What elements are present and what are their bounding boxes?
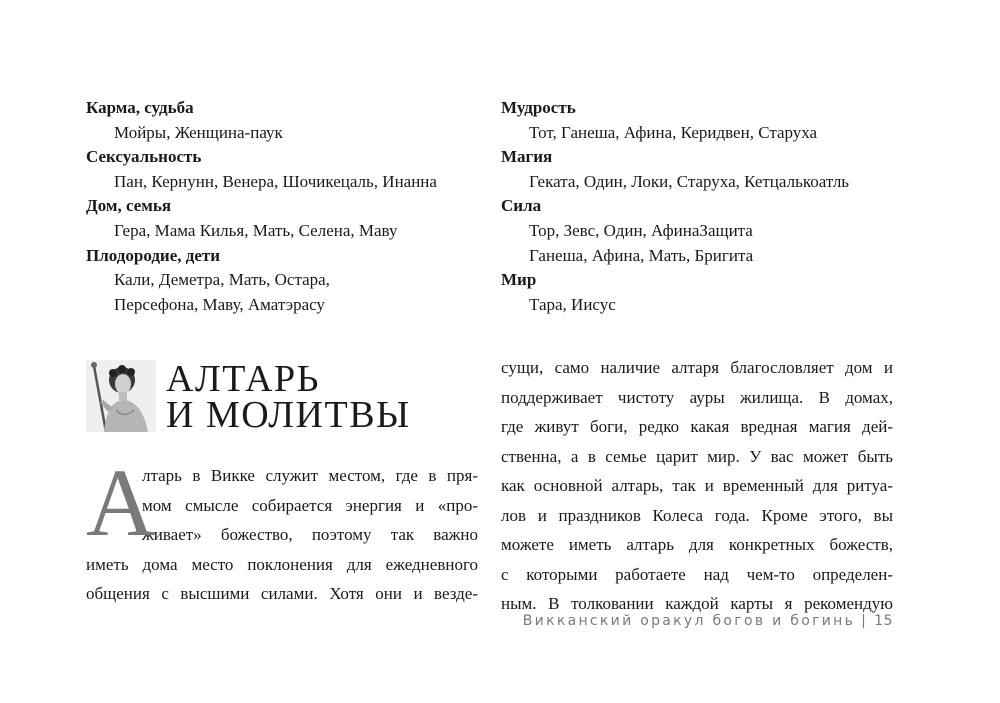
body-column-left	[86, 449, 478, 609]
deity-line: Мойры, Женщина-паук	[114, 122, 283, 142]
body-line: лтарь в Викке служит местом, где в пря-	[142, 466, 478, 485]
body-column-right	[501, 353, 893, 619]
section-title	[166, 358, 411, 436]
body-line: общения с высшими силами. Хотя они и везде-	[86, 584, 478, 603]
deity-portrait-icon	[86, 360, 156, 432]
list-group	[86, 194, 486, 243]
list-group	[501, 145, 901, 194]
deity-line: Персефона, Маву, Аматэрасу	[114, 294, 325, 314]
deity-list-left	[86, 96, 486, 317]
body-line: как основной алтарь, так и временный для ритуа-	[501, 476, 893, 495]
body-line: сущи, само наличие алтаря благословляет дом и	[501, 358, 893, 377]
section-heading	[86, 360, 411, 436]
footer-separator: |	[861, 613, 869, 629]
list-group	[86, 244, 486, 318]
deity-line: Кали, Деметра, Мать, Остара,	[114, 270, 330, 290]
category-label: Мир	[501, 270, 537, 290]
page-number: 15	[874, 613, 893, 629]
list-group	[501, 268, 901, 317]
category-label: Сексуальность	[86, 147, 202, 167]
category-label: Мудрость	[501, 98, 576, 117]
category-label: Карма, судьба	[86, 98, 194, 117]
deity-list-right	[501, 96, 901, 317]
drop-cap: А	[86, 449, 156, 556]
section-title-line2: И МОЛИТВЫ	[166, 394, 411, 436]
deity-line: Гера, Мама Килья, Мать, Селена, Маву	[114, 220, 398, 240]
body-line: мом смысле собирается энергия и «про-	[142, 495, 478, 515]
list-group	[501, 96, 901, 145]
deity-line: Тот, Ганеша, Афина, Керидвен, Старуха	[529, 122, 818, 142]
body-line: лов и праздников Колеса года. Кроме этого, вы	[501, 505, 893, 525]
deity-line: Ганеша, Афина, Мать, Бригита	[529, 245, 754, 265]
category-label: Дом, семья	[86, 196, 172, 216]
category-label: Сила	[501, 196, 542, 216]
deity-line: Тара, Иисус	[529, 294, 616, 314]
body-line: иметь дома место поклонения для ежедневного	[86, 554, 478, 574]
list-group	[86, 96, 486, 145]
deity-line: Геката, Один, Локи, Старуха, Кетцалькоатль	[529, 171, 850, 191]
body-line: ным. В толковании каждой карты я рекомендую	[501, 594, 893, 613]
body-line: живает» божество, поэтому так важно	[142, 525, 478, 544]
body-line: ственна, а в семье царит мир. У вас может быть	[501, 446, 893, 466]
category-label: Плодородие, дети	[86, 245, 221, 265]
running-title: Викканский оракул богов и богинь	[522, 613, 856, 629]
section-title-line1: АЛТАРЬ	[166, 358, 320, 400]
list-group	[501, 194, 901, 268]
body-line: где живут боги, редко какая вредная магия дей-	[501, 417, 893, 436]
body-line: поддерживает чистоту ауры жилища. В домах,	[501, 387, 893, 407]
deity-line: Пан, Кернунн, Венера, Шочикецаль, Инанна	[114, 171, 437, 191]
category-label: Магия	[501, 147, 553, 167]
page-footer	[523, 613, 893, 629]
body-line: с которыми работаете над чем-то определен-	[501, 564, 893, 584]
deity-line: Тор, Зевс, Один, АфинаЗащита	[529, 220, 753, 240]
list-group	[86, 145, 486, 194]
body-line: можете иметь алтарь для конкретных божеств,	[501, 535, 893, 554]
